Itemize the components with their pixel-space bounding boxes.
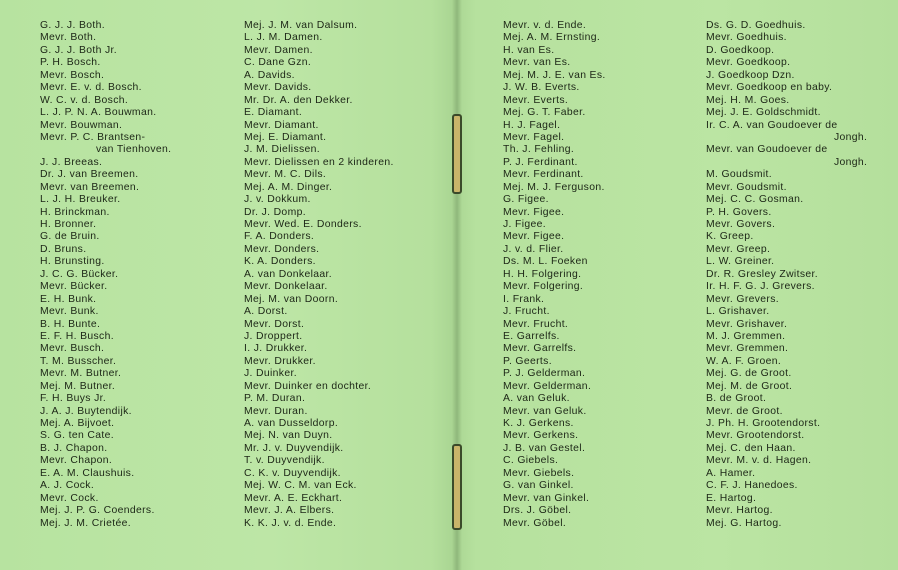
name-entry: Mej. J. M. Crietée.: [40, 517, 131, 529]
name-entry: Mevr. Figee.: [503, 206, 565, 218]
name-entry: Mej. A. Bijvoet.: [40, 418, 115, 429]
name-entry: Drs. J. Göbel.: [503, 505, 572, 517]
name-entry: Mevr. E. v. d. Bosch.: [40, 82, 142, 94]
name-entry: J. Goedkoop Dzn.: [706, 69, 795, 81]
name-entry: C. Giebels.: [503, 455, 559, 467]
name-entry: Mej. N. van Duyn.: [244, 430, 333, 442]
name-entry: H. Brinckman.: [40, 206, 110, 218]
name-entry: B. J. Chapon.: [40, 442, 108, 454]
name-entry: H. H. Folgering.: [503, 268, 582, 280]
name-entry: E. Hartog.: [706, 492, 757, 504]
name-entry: Mevr. de Groot.: [706, 405, 783, 417]
staple-bottom: [452, 444, 462, 530]
name-entry: P. M. Duran.: [244, 393, 306, 405]
name-entry: K. Greep.: [706, 231, 754, 243]
name-entry: Mevr. Bouwman.: [40, 119, 123, 131]
name-entry: J. M. Dielissen.: [244, 144, 321, 156]
name-entry: Mej. E. Diamant.: [244, 131, 327, 143]
name-entry: I. J. Drukker.: [244, 343, 308, 355]
name-entry: D. Bruns.: [40, 243, 87, 255]
name-entry: Mevr. Davids.: [244, 82, 312, 94]
staple-top: [452, 114, 462, 194]
name-entry: Mevr. Folgering.: [503, 281, 584, 293]
name-entry: E. F. H. Busch.: [40, 330, 114, 342]
name-entry: Mevr. Everts.: [503, 94, 569, 106]
name-entry: H. Brunsting.: [40, 256, 105, 268]
name-entry: Mevr. van Geluk.: [503, 405, 587, 417]
name-entry: D. Goedkoop.: [706, 44, 775, 56]
name-entry: Ir. H. F. G. J. Grevers.: [706, 281, 815, 293]
name-entry: P. J. Gelderman.: [503, 368, 586, 380]
name-entry: Mej. M. J. E. van Es.: [503, 69, 606, 81]
name-entry: Mevr. Fagel.: [503, 131, 565, 143]
name-entry: H. J. Fagel.: [503, 119, 561, 131]
name-entry: E. H. Bunk.: [40, 293, 97, 305]
name-entry: Mej. C. C. Gosman.: [706, 194, 804, 206]
name-entry: G. de Bruin.: [40, 231, 100, 243]
name-entry: K. A. Donders.: [244, 256, 316, 268]
name-entry: A. Davids.: [244, 69, 295, 81]
name-entry: C. K. v. Duyvendijk.: [244, 467, 341, 479]
name-entry: P. H. Bosch.: [40, 57, 101, 69]
name-entry: Ir. C. A. van Goudoever de: [706, 119, 838, 131]
name-entry: Mevr. M. Butner.: [40, 368, 122, 380]
name-entry: Mej. M. J. Ferguson.: [503, 181, 605, 193]
name-entry: E. A. M. Claushuis.: [40, 467, 135, 479]
name-entry: J. B. van Gestel.: [503, 442, 586, 454]
name-entry: J. A. J. Buytendijk.: [40, 405, 132, 417]
name-entry: Mevr. P. C. Brantsen-: [40, 131, 146, 143]
name-entry: Mevr. Gelderman.: [503, 380, 592, 392]
name-entry: Mevr. Gerkens.: [503, 430, 579, 442]
name-entry: Mej. G. Hartog.: [706, 517, 782, 529]
name-entry: M. Goudsmit.: [706, 169, 772, 181]
name-entry: E. Garrelfs.: [503, 330, 560, 342]
name-entry: J. J. Breeas.: [40, 156, 103, 168]
name-entry: A. Hamer.: [706, 467, 756, 479]
name-entry: Mej. J. P. G. Coenders.: [40, 505, 155, 517]
name-entry: Mej. M. Butner.: [40, 380, 116, 392]
name-entry: Mej. M. de Groot.: [706, 380, 793, 392]
name-entry: J. v. d. Flier.: [503, 243, 564, 255]
name-entry: Mevr. Dorst.: [244, 318, 305, 330]
name-entry: L. J. H. Breuker.: [40, 194, 121, 206]
name-entry: Mevr. Chapon.: [40, 455, 113, 467]
name-entry: H. van Es.: [503, 44, 555, 56]
name-entry: T. v. Duyvendijk.: [244, 455, 325, 467]
name-entry: Mevr. Garrelfs.: [503, 343, 577, 355]
name-entry: Mevr. Goedkoop.: [706, 57, 791, 69]
name-entry: Mevr. Figee.: [503, 231, 565, 243]
name-entry: J. C. G. Bücker.: [40, 268, 119, 280]
name-entry: K. J. Gerkens.: [503, 418, 574, 429]
name-entry: I. Frank.: [503, 293, 545, 305]
name-entry: Mevr. A. E. Eckhart.: [244, 492, 343, 504]
name-entry: Mej. J. M. van Dalsum.: [244, 20, 358, 31]
name-entry: Mevr. Wed. E. Donders.: [244, 219, 362, 230]
name-entry: Mej. G. T. Faber.: [503, 107, 586, 119]
name-entry: Mevr. Goudsmit.: [706, 181, 787, 193]
name-entry: Mr. J. v. Duyvendijk.: [244, 442, 344, 454]
name-entry: Mevr. Frucht.: [503, 318, 569, 330]
name-entry: Mevr. Bücker.: [40, 281, 108, 293]
name-entry: Mej. C. den Haan.: [706, 442, 796, 454]
name-entry: Mevr. Dielissen en 2 kinderen.: [244, 156, 394, 168]
name-entry: Mej. J. E. Goldschmidt.: [706, 107, 821, 119]
name-entry: Mevr. Damen.: [244, 44, 313, 56]
name-entry: A. Dorst.: [244, 306, 288, 318]
name-entry: Mevr. Göbel.: [503, 517, 567, 529]
name-entry: L. Grishaver.: [706, 306, 770, 318]
name-entry: A. J. Cock.: [40, 480, 95, 492]
name-entry: Mej. M. van Doorn.: [244, 293, 339, 305]
name-entry: Mevr. van Breemen.: [40, 181, 140, 193]
name-entry: Mevr. M. C. Dils.: [244, 169, 327, 181]
name-entry: K. K. J. v. d. Ende.: [244, 517, 337, 529]
name-entry: W. C. v. d. Bosch.: [40, 94, 129, 106]
name-entry: Mevr. Bunk.: [40, 306, 99, 318]
name-column-1: [40, 20, 171, 530]
name-entry: Ds. G. D. Goedhuis.: [706, 20, 806, 31]
name-entry: Mej. G. de Groot.: [706, 368, 792, 380]
name-entry: Mevr. v. d. Ende.: [503, 20, 587, 31]
name-entry: Mevr. M. v. d. Hagen.: [706, 455, 812, 467]
name-entry: Mej. A. M. Dinger.: [244, 181, 333, 193]
name-entry: Mevr. Donders.: [244, 243, 320, 255]
name-entry: S. G. ten Cate.: [40, 430, 114, 442]
name-entry: Mr. Dr. A. den Dekker.: [244, 94, 353, 106]
name-entry: E. Diamant.: [244, 107, 303, 119]
name-entry: Mevr. Diamant.: [244, 119, 319, 131]
name-entry: B. H. Bunte.: [40, 318, 101, 330]
name-entry: Mevr. J. A. Elbers.: [244, 505, 335, 517]
name-entry: Mevr. Grootendorst.: [706, 430, 805, 442]
name-entry: J. Droppert.: [244, 330, 303, 342]
name-entry: Mevr. Goedkoop en baby.: [706, 82, 833, 94]
name-entry: J. Figee.: [503, 219, 546, 230]
name-entry: Mevr. Govers.: [706, 219, 776, 230]
name-entry: G. J. J. Both.: [40, 20, 105, 31]
name-entry: B. de Groot.: [706, 393, 767, 405]
name-entry: F. H. Buys Jr.: [40, 393, 107, 405]
name-entry: Mevr. Busch.: [40, 343, 105, 355]
name-entry: P. J. Ferdinant.: [503, 156, 578, 168]
name-column-3: [503, 20, 606, 530]
name-entry: Mevr. Grishaver.: [706, 318, 788, 330]
name-entry: Mevr. Greep.: [706, 243, 771, 255]
name-entry: Mevr. Bosch.: [40, 69, 105, 81]
name-entry: Mevr. Duinker en dochter.: [244, 380, 372, 392]
name-entry: P. Geerts.: [503, 355, 552, 367]
name-entry: Mevr. Cock.: [40, 492, 99, 504]
name-entry: Mevr. van Es.: [503, 57, 571, 69]
name-entry: F. A. Donders.: [244, 231, 315, 243]
name-entry: L. J. P. N. A. Bouwman.: [40, 107, 157, 119]
name-entry: Mevr. Duran.: [244, 405, 308, 417]
name-entry: Mevr. Gremmen.: [706, 343, 789, 355]
name-entry: Mej. W. C. M. van Eck.: [244, 480, 357, 492]
name-entry: L. J. M. Damen.: [244, 32, 323, 44]
name-entry: Dr. R. Gresley Zwitser.: [706, 268, 818, 280]
name-entry: Mevr. Giebels.: [503, 467, 575, 479]
name-entry: A. van Geluk.: [503, 393, 570, 405]
name-entry: Mej. A. M. Ernsting.: [503, 32, 601, 44]
name-column-2: [244, 20, 394, 530]
name-entry: Mevr. van Ginkel.: [503, 492, 590, 504]
name-entry: Ds. M. L. Foeken: [503, 256, 588, 268]
name-entry: Jongh.: [834, 131, 868, 143]
name-entry: Jongh.: [834, 156, 868, 168]
name-entry: J. W. B. Everts.: [503, 82, 580, 94]
name-entry: J. v. Dokkum.: [244, 194, 311, 206]
name-entry: Mevr. Ferdinant.: [503, 169, 584, 181]
name-entry: A. van Donkelaar.: [244, 268, 332, 280]
name-entry: T. M. Busscher.: [40, 355, 117, 367]
name-entry: Mevr. Grevers.: [706, 293, 780, 305]
name-entry: A. van Dusseldorp.: [244, 418, 339, 429]
name-entry: M. J. Gremmen.: [706, 330, 786, 342]
name-entry: Mevr. Hartog.: [706, 505, 773, 517]
name-entry: C. Dane Gzn.: [244, 57, 312, 69]
name-entry: Mevr. Both.: [40, 32, 97, 44]
name-entry: Dr. J. van Breemen.: [40, 169, 139, 181]
name-entry: J. Frucht.: [503, 306, 550, 318]
name-entry: J. Duinker.: [244, 368, 297, 380]
name-entry: G. J. J. Both Jr.: [40, 44, 117, 56]
name-entry: Th. J. Fehling.: [503, 144, 575, 156]
name-column-4: [706, 20, 867, 530]
name-entry: Mevr. Goedhuis.: [706, 32, 787, 44]
name-entry: Mej. H. M. Goes.: [706, 94, 790, 106]
name-entry: Mevr. van Goudoever de: [706, 144, 828, 156]
name-entry: Mevr. Drukker.: [244, 355, 316, 367]
name-entry: J. Ph. H. Grootendorst.: [706, 418, 821, 429]
name-entry: C. F. J. Hanedoes.: [706, 480, 798, 492]
name-entry: G. Figee.: [503, 194, 549, 206]
name-entry: Dr. J. Domp.: [244, 206, 306, 218]
name-entry: P. H. Govers.: [706, 206, 772, 218]
name-entry: van Tienhoven.: [96, 144, 172, 156]
name-entry: Mevr. Donkelaar.: [244, 281, 328, 293]
name-entry: L. W. Greiner.: [706, 256, 775, 268]
name-entry: W. A. F. Groen.: [706, 355, 782, 367]
name-entry: H. Bronner.: [40, 219, 97, 230]
name-entry: G. van Ginkel.: [503, 480, 574, 492]
